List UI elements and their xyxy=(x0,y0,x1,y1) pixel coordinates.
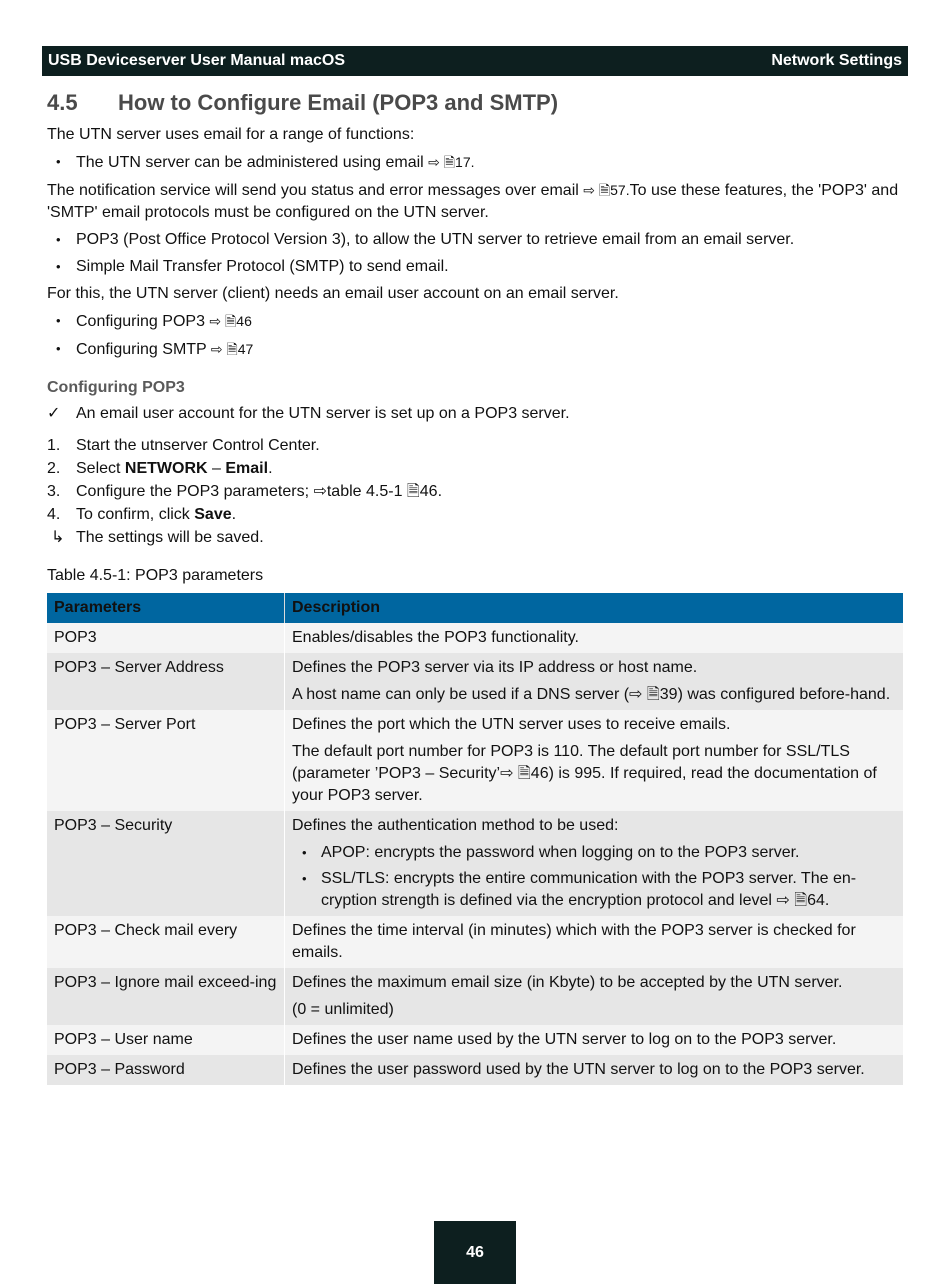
table-row xyxy=(47,916,903,968)
table-row xyxy=(47,1025,903,1055)
description-cell xyxy=(285,968,904,1025)
step-item: 3. Configure the POP3 parameters; ⇨table 4.5-1 🗎46. xyxy=(47,483,443,500)
list-item: • Configuring POP3 ⇨ 🗎46 xyxy=(47,310,905,333)
list-item: • Simple Mail Transfer Protocol (SMTP) to send email. xyxy=(47,256,905,278)
parameter-cell: POP3 – Server Port xyxy=(47,710,285,811)
page-number: 46 xyxy=(434,1221,516,1284)
step-item: 1. Start the utnserver Control Center. xyxy=(47,437,320,454)
manual-title: USB Deviceserver User Manual macOS xyxy=(48,52,346,69)
description-text: Defines the POP3 server via its IP address or host name. xyxy=(292,659,698,676)
description-text: Defines the maximum email size (in Kbyte) to be accepted by the UTN server. xyxy=(292,974,843,991)
page-reference-link[interactable]: ⇨ 🗎17. xyxy=(428,154,475,170)
parameter-cell: POP3 – User name xyxy=(47,1025,285,1055)
list-item: • APOP: encrypts the password when logging on to the POP3 server. xyxy=(292,842,896,864)
client-text: For this, the UTN server (client) needs an email user account on an email server. xyxy=(47,285,619,302)
intro-text: The UTN server uses email for a range of functions: xyxy=(47,126,415,143)
description-text: Enables/disables the POP3 functionality. xyxy=(292,629,579,646)
description-text: Defines the port which the UTN server uses to receive emails. xyxy=(292,716,731,733)
page-reference-link[interactable]: ⇨ 🗎46 xyxy=(209,313,252,329)
parameter-cell: POP3 – Security xyxy=(47,811,285,916)
section-heading xyxy=(47,88,905,118)
chapter-title: Network Settings xyxy=(771,52,902,69)
description-cell xyxy=(285,916,904,968)
parameter-cell: POP3 – Check mail every xyxy=(47,916,285,968)
list-item: • POP3 (Post Office Protocol Version 3), to allow the UTN server to retrieve email from an email server. xyxy=(47,229,905,251)
description-cell xyxy=(285,1025,904,1055)
page-reference-link[interactable]: ⇨ 🗎57. xyxy=(583,182,630,198)
intro-bullets xyxy=(47,151,905,174)
description-cell xyxy=(285,710,904,811)
parameter-cell: POP3 – Server Address xyxy=(47,653,285,710)
list-item: • Configuring SMTP ⇨ 🗎47 xyxy=(47,338,905,361)
description-cell xyxy=(285,653,904,710)
table-row xyxy=(47,811,903,916)
list-item: • SSL/TLS: encrypts the entire communication with the POP3 server. The en-cryption strength is defined via the encryption protocol and level ⇨ 🗎64. xyxy=(292,868,896,912)
table-row xyxy=(47,710,903,811)
subheading: Configuring POP3 xyxy=(47,379,185,396)
description-text: (0 = unlimited) xyxy=(292,1001,394,1018)
table-row xyxy=(47,1055,903,1085)
step-item: 4. To confirm, click Save. xyxy=(47,506,237,523)
notification-text: The notification service will send you status and error messages over email ⇨ 🗎57.To use these features, the 'POP3' and 'SMTP' email protocols must be configured on the UTN server. xyxy=(47,182,899,221)
table-row xyxy=(47,968,903,1025)
page-header xyxy=(42,46,908,76)
table-row xyxy=(47,623,903,653)
step-result: ↳ The settings will be saved. xyxy=(47,527,905,549)
table-row xyxy=(47,653,903,710)
description-cell xyxy=(285,811,904,916)
prerequisite: ✓ An email user account for the UTN server is set up on a POP3 server. xyxy=(47,403,905,425)
description-bullets xyxy=(292,842,896,912)
description-cell xyxy=(285,623,904,653)
parameter-cell: POP3 – Password xyxy=(47,1055,285,1085)
table-body xyxy=(47,623,903,1085)
description-text: A host name can only be used if a DNS server (⇨ 🗎39) was configured before-hand. xyxy=(292,686,891,703)
parameter-cell: POP3 – Ignore mail exceed-ing xyxy=(47,968,285,1025)
description-text: The default port number for POP3 is 110. The default port number for SSL/TLS (parameter ’POP3 – Security’⇨ 🗎46) is 995. If required, read the documentation of your POP3 server. xyxy=(292,743,877,804)
step-item: 2. Select NETWORK – Email. xyxy=(47,460,273,477)
description-text: Defines the user name used by the UTN server to log on to the POP3 server. xyxy=(292,1031,837,1048)
list-item: • The UTN server can be administered using email ⇨ 🗎17. xyxy=(47,151,905,174)
checkmark-icon: ✓ xyxy=(47,405,61,422)
column-header: Parameters xyxy=(47,593,285,623)
protocol-bullets xyxy=(47,229,905,278)
page-reference-link[interactable]: ⇨ 🗎47 xyxy=(210,341,254,357)
table-caption: Table 4.5-1: POP3 parameters xyxy=(47,567,264,584)
parameter-cell: POP3 xyxy=(47,623,285,653)
section-number: 4.5 xyxy=(47,90,78,115)
section-title: How to Configure Email (POP3 and SMTP) xyxy=(118,90,559,115)
description-text: Defines the authentication method to be used: xyxy=(292,817,619,834)
steps-list xyxy=(47,435,905,526)
page-content xyxy=(47,88,905,1085)
table-header-row xyxy=(47,593,903,623)
column-header: Description xyxy=(285,593,904,623)
config-bullets xyxy=(47,310,905,361)
description-text: Defines the time interval (in minutes) which with the POP3 server is checked for emails. xyxy=(292,922,856,961)
description-cell xyxy=(285,1055,904,1085)
result-arrow-icon: ↳ xyxy=(51,529,65,546)
description-text: Defines the user password used by the UTN server to log on to the POP3 server. xyxy=(292,1061,865,1078)
pop3-parameters-table xyxy=(47,593,903,1085)
